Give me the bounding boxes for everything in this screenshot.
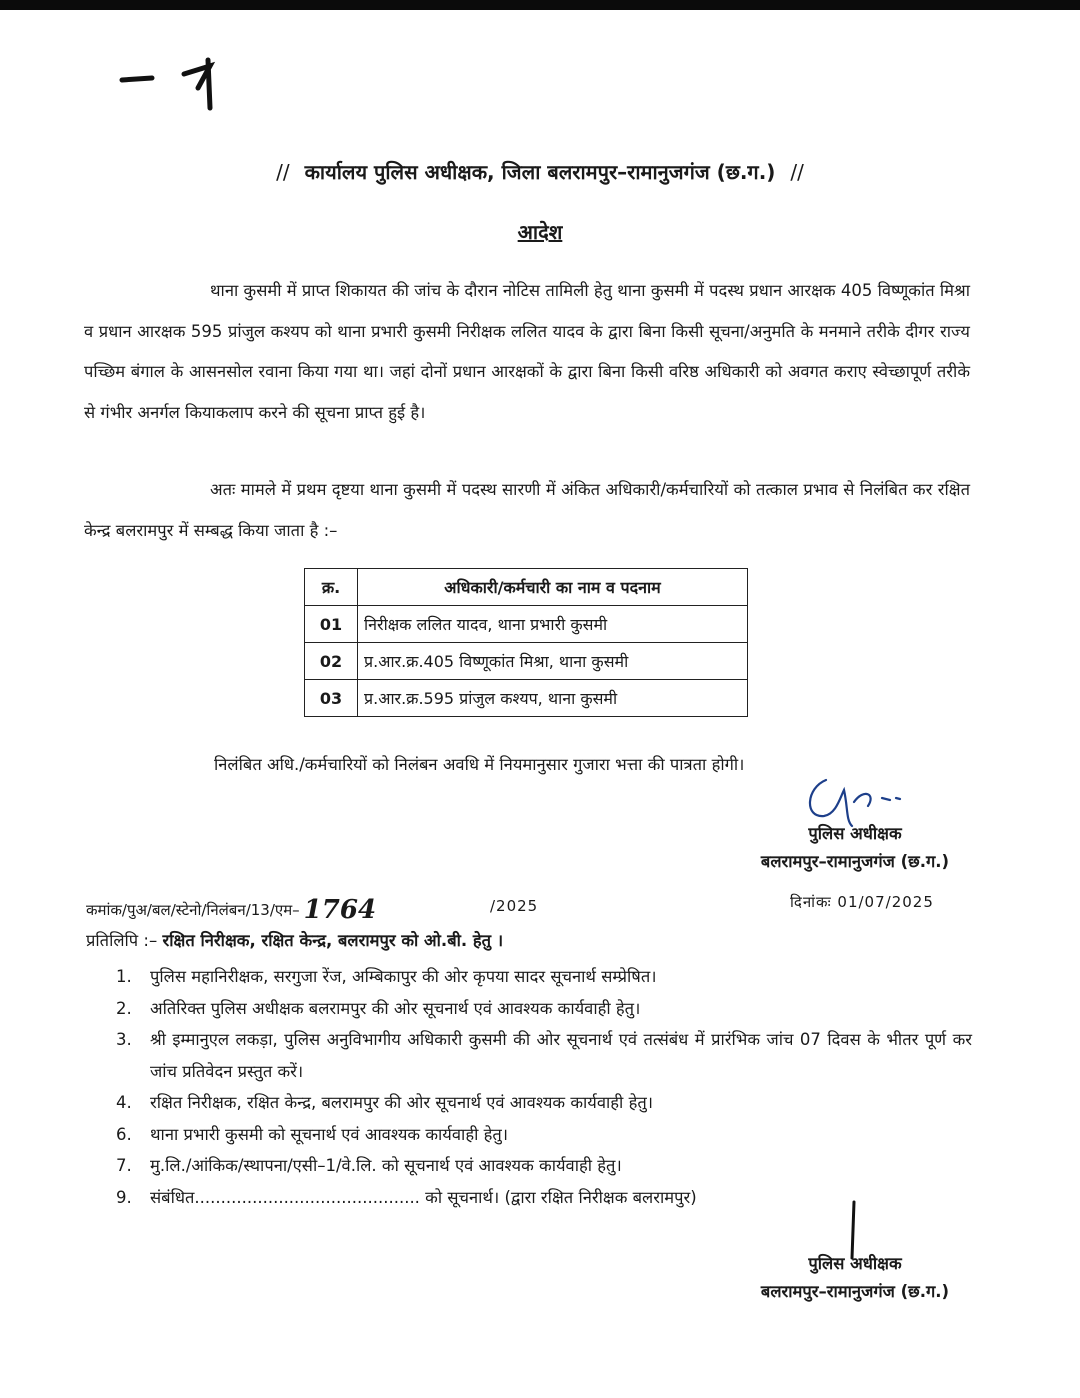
office-header [0,158,1080,185]
list-item-number: 1. [116,967,132,986]
table-cell-serial: 03 [305,680,358,717]
list-item [116,1024,972,1087]
list-item-number: 7. [116,1156,132,1175]
copy-to-line [86,928,503,951]
signatory-title: पुलिस अधीक्षक [808,824,902,843]
suspended-staff-table [304,568,748,717]
reference-date [790,892,934,912]
paragraph-suspension: अतः मामले में प्रथम दृष्टया थाना कुसमी में पदस्थ सारणी में अंकित अधिकारी/कर्मचारियों को तत्काल प्रभाव से निलंबित कर रक्षित केन्द्र बलरामपुर में सम्बद्ध किया जाता है :– [84,480,970,540]
reference-number [86,895,380,925]
list-item [116,1150,972,1182]
list-item-text: श्री इम्मानुएल लकड़ा, पुलिस अनुविभागीय अधिकारी कुसमी की ओर सूचनार्थ एवं तत्संबंध में प्रारंभिक जांच 07 दिवस के भीतर पूर्ण कर जांच प्रतिवेदन प्रस्तुत करें। [150,1030,972,1081]
list-item-text: थाना प्रभारी कुसमी को सूचनार्थ एवं आवश्यक कार्यवाही हेतु। [150,1124,509,1144]
table-row [305,643,748,680]
list-item-number: 4. [116,1093,132,1112]
allowance-note: निलंबित अधि./कर्मचारियों को निलंबन अवधि में नियमानुसार गुजारा भत्ता की पात्रता होगी। [214,755,745,774]
table-cell-serial: 01 [305,606,358,643]
signatory-place: बलरामपुर–रामानुजगंज (छ.ग.) [760,852,950,871]
list-item-text: संबंधित........................................... को सूचनार्थ। (द्वारा रक्षित निरीक्षक बलरामपुर) [150,1187,697,1207]
top-edge-bar [0,0,1080,10]
list-item [116,961,972,993]
paragraph-complaint: थाना कुसमी में प्राप्त शिकायत की जांच के दौरान नोटिस तामिली हेतु थाना कुसमी में पदस्थ प्रधान आरक्षक 405 विष्णूकांत मिश्रा व प्रधान आरक्षक 595 प्रांजुल कश्यप को थाना प्रभारी कुसमी निरीक्षक ललित यादव के द्वारा बिना किसी सूचना/अनुमति के मनमाने तरीके दीगर राज्य पच्छिम बंगाल के आसनसोल रवाना किया गया था। जहां दोनों प्रधान आरक्षकों के द्वारा बिना किसी वरिष्ठ अधिकारी को अवगत कराए स्वेच्छापूर्ण तरीके से गंभीर अनर्गल कियाकलाप करने की सूचना प्राप्त हुई है। [84,281,970,422]
copy-recipient: रक्षित निरीक्षक, रक्षित केन्द्र, बलरामपुर को ओ.बी. हेतु । [162,931,504,950]
signature-block-1 [700,820,1010,876]
table-row [305,680,748,717]
header-slashes-left: // [276,160,290,184]
list-item-text: अतिरिक्त पुलिस अधीक्षक बलरामपुर की ओर सूचनार्थ एवं आवश्यक कार्यवाही हेतु। [150,998,641,1018]
copy-label: प्रतिलिपि :– [86,931,158,950]
signatory-place: बलरामपुर–रामानुजगंज (छ.ग.) [760,1282,950,1301]
table-header-name: अधिकारी/कर्मचारी का नाम व पदनाम [358,569,748,606]
table-header-row [305,569,748,606]
table-cell-name: प्र.आर.क्र.595 प्रांजुल कश्यप, थाना कुसमी [358,680,748,717]
list-item-text: रक्षित निरीक्षक, रक्षित केन्द्र, बलरामपुर की ओर सूचनार्थ एवं आवश्यक कार्यवाही हेतु। [150,1093,653,1112]
list-item [116,993,972,1025]
reference-prefix: कमांक/पुअ/बल/स्टेनो/निलंबन/13/एम– [86,901,300,919]
list-item [116,1119,972,1151]
table-header-serial: क्र. [305,569,358,606]
list-item-number: 3. [116,1030,132,1049]
header-slashes-right: // [790,160,804,184]
list-item-text: मु.लि./आंकिक/स्थापना/एसी–1/वे.लि. को सूचनार्थ एवं आवश्यक कार्यवाही हेतु। [150,1156,622,1175]
office-name: कार्यालय पुलिस अधीक्षक, जिला बलरामपुर–रामानुजगंज (छ.ग.) [304,160,776,184]
table-cell-serial: 02 [305,643,358,680]
table-cell-name: प्र.आर.क्र.405 विष्णूकांत मिश्रा, थाना कुसमी [358,643,748,680]
table-row [305,606,748,643]
list-item-text: पुलिस महानिरीक्षक, सरगुजा रेंज, अम्बिकापुर की ओर कृपया सादर सूचनार्थ सम्प्रेषित। [150,967,657,986]
table-cell-name: निरीक्षक ललित यादव, थाना प्रभारी कुसमी [358,606,748,643]
list-item [116,1087,972,1119]
reference-year: /2025 [490,897,539,915]
signature-block-2 [700,1250,1010,1306]
date-label: दिनांकः [790,893,832,911]
list-item-number: 2. [116,998,132,1018]
list-item-number: 9. [116,1187,132,1207]
distribution-list [116,961,972,1213]
handwritten-page-mark [118,52,228,112]
signatory-title: पुलिस अधीक्षक [808,1254,902,1273]
list-item [116,1182,972,1214]
order-title: आदेश [517,220,563,244]
reference-handwritten-number: 1764 [303,895,377,925]
list-item-number: 6. [116,1124,132,1144]
date-value: 01/07/2025 [837,893,934,911]
